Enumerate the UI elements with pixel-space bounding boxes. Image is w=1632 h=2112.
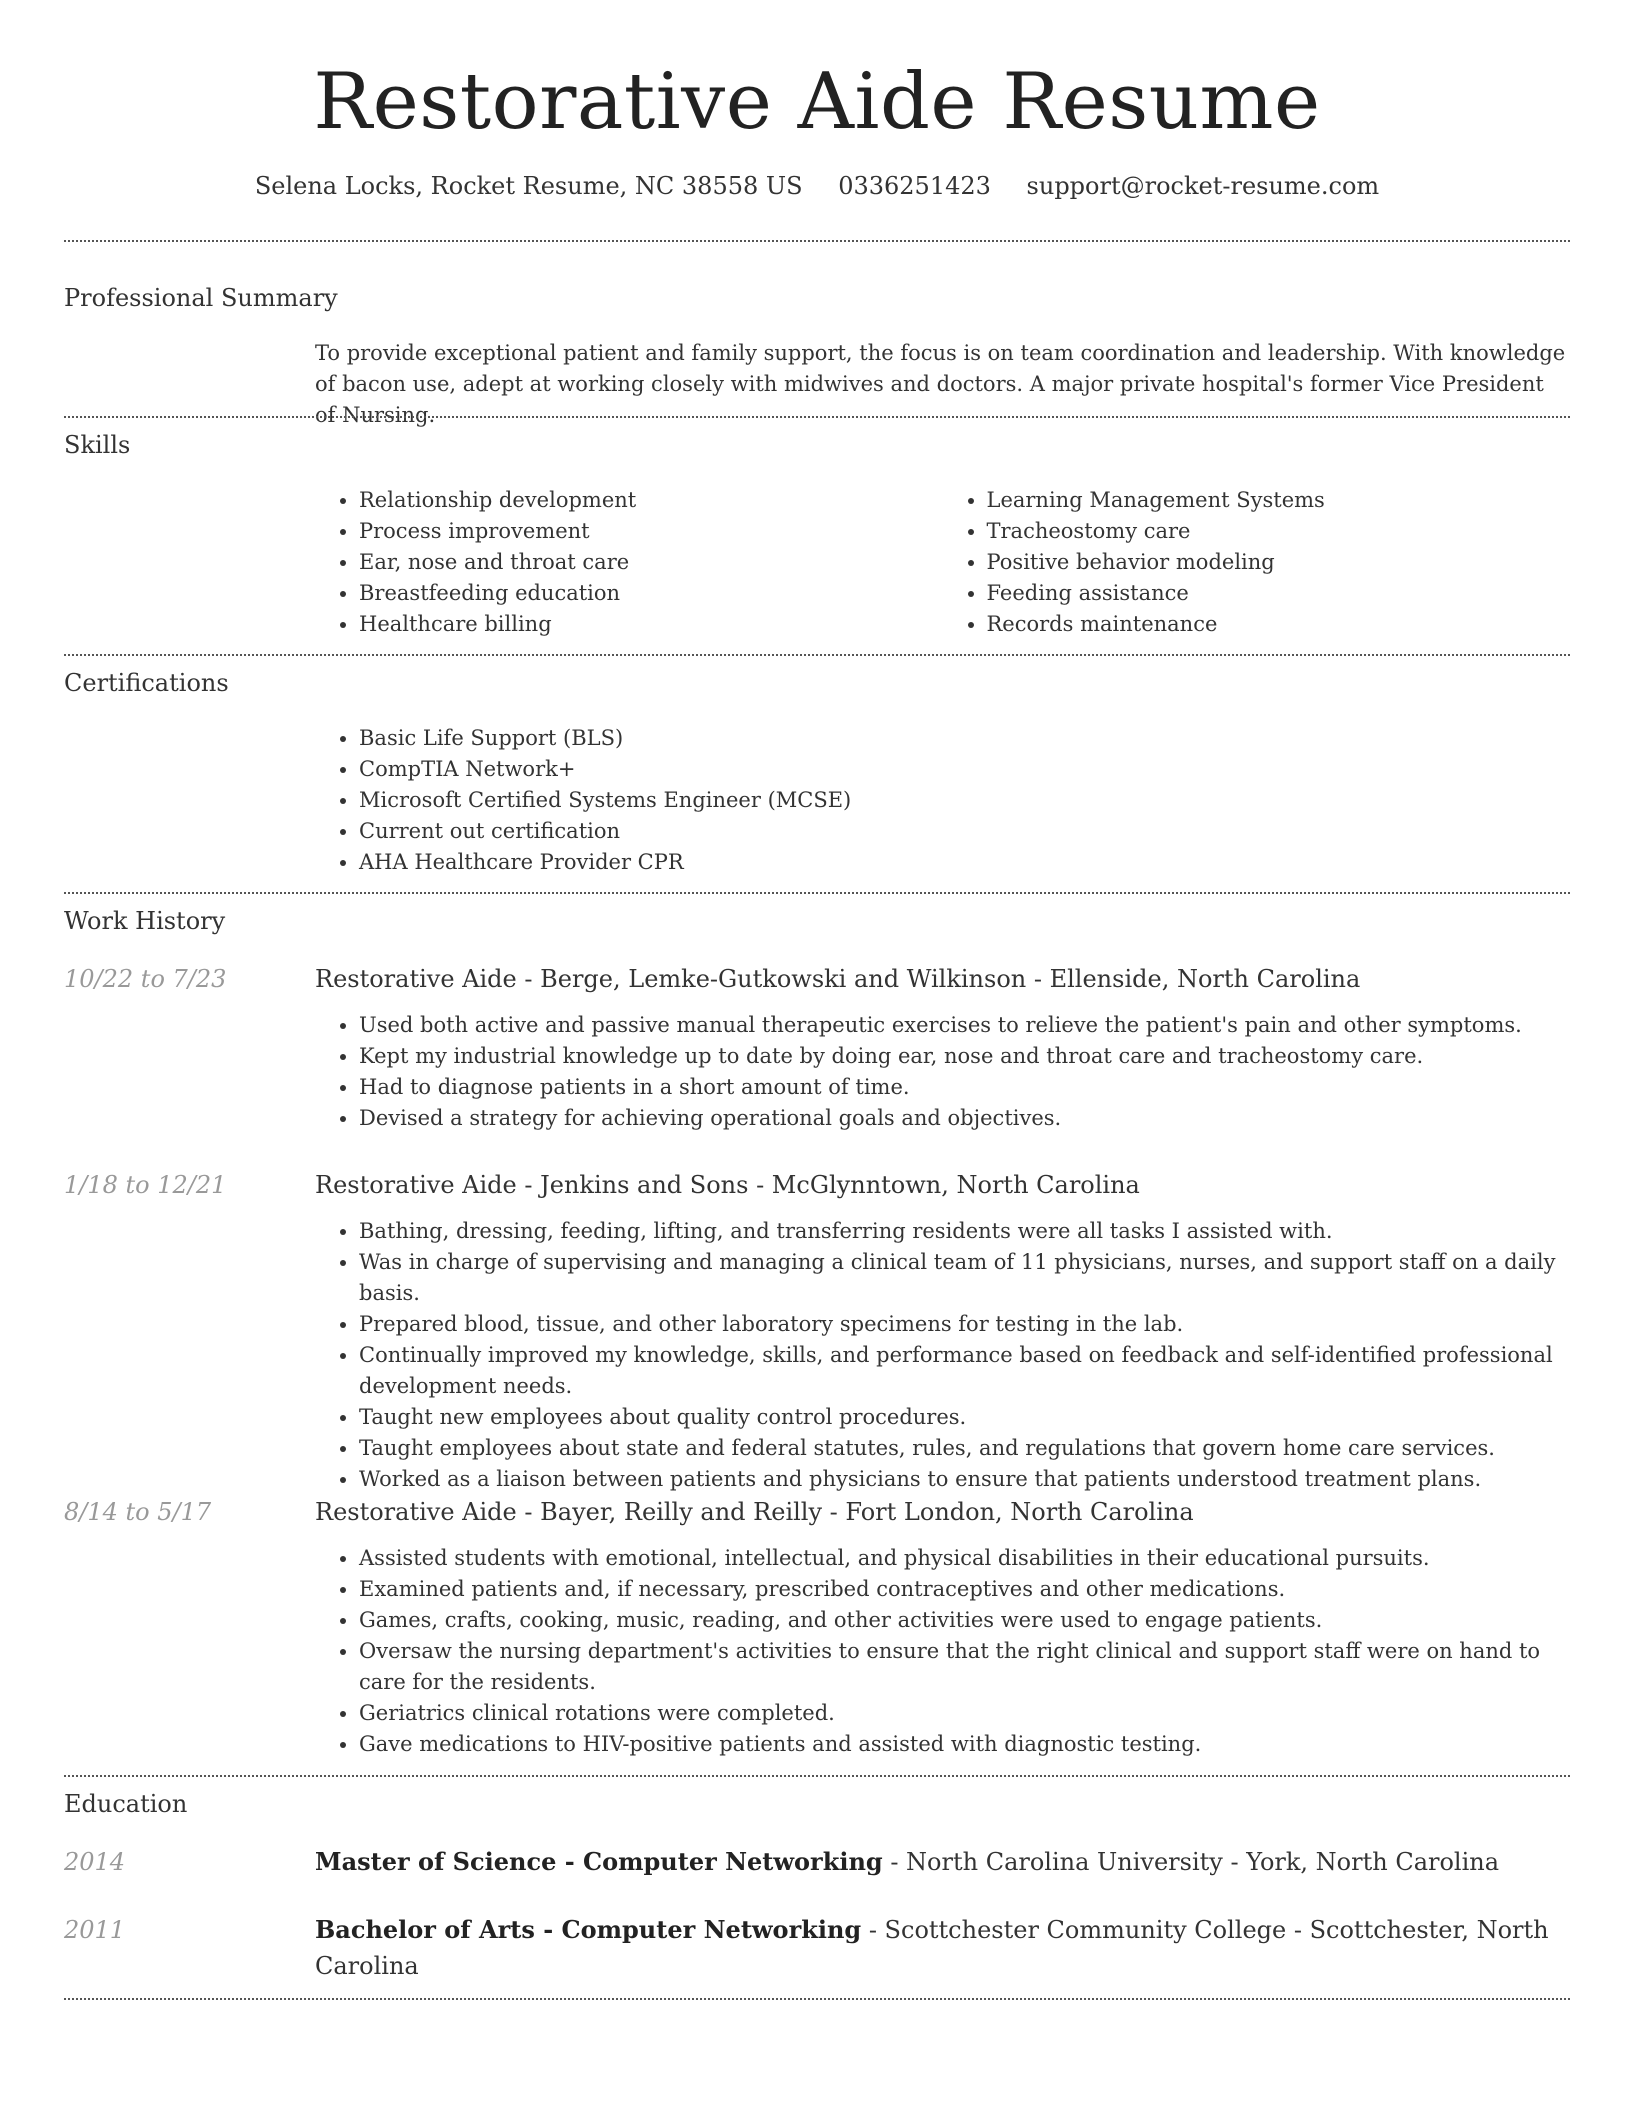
job-entry xyxy=(315,962,1570,1134)
education-year: 2011 xyxy=(64,1916,126,1944)
divider xyxy=(64,416,1570,418)
divider xyxy=(64,654,1570,656)
skills-heading: Skills xyxy=(64,431,131,459)
job-bullet: • Had to diagnose patients in a short amount of time. xyxy=(359,1072,1570,1103)
job-bullet: • Used both active and passive manual therapeutic exercises to relieve the patient's pain and other symptoms. xyxy=(359,1010,1570,1041)
job-bullets xyxy=(315,1543,1570,1760)
job-bullet: • Kept my industrial knowledge up to date by doing ear, nose and throat care and tracheostomy care. xyxy=(359,1041,1570,1072)
job-bullet: • Examined patients and, if necessary, prescribed contraceptives and other medications. xyxy=(359,1574,1570,1605)
skills-list xyxy=(315,485,1570,640)
certification-item: • CompTIA Network+ xyxy=(359,754,1570,785)
job-bullet: • Prepared blood, tissue, and other laboratory specimens for testing in the lab. xyxy=(359,1309,1570,1340)
job-bullet: • Games, crafts, cooking, music, reading, and other activities were used to engage patients. xyxy=(359,1605,1570,1636)
job-bullet: • Devised a strategy for achieving operational goals and objectives. xyxy=(359,1103,1570,1134)
job-dates: 1/18 to 12/21 xyxy=(64,1171,227,1199)
summary-heading: Professional Summary xyxy=(64,284,338,312)
work-history-heading: Work History xyxy=(64,907,226,935)
job-bullet: • Gave medications to HIV-positive patients and assisted with diagnostic testing. xyxy=(359,1729,1570,1760)
education-heading: Education xyxy=(64,1790,188,1818)
job-dates: 10/22 to 7/23 xyxy=(64,965,227,993)
job-title: Restorative Aide - Jenkins and Sons - McGlynntown, North Carolina xyxy=(315,1171,1140,1199)
certification-item: • Current out certification xyxy=(359,816,1570,847)
job-bullet: • Taught new employees about quality control procedures. xyxy=(359,1402,1570,1433)
certification-item: • Basic Life Support (BLS) xyxy=(359,723,1570,754)
job-bullet: • Taught employees about state and federal statutes, rules, and regulations that govern home care services. xyxy=(359,1433,1570,1464)
certifications-heading: Certifications xyxy=(64,669,229,697)
divider xyxy=(64,1775,1570,1777)
contact-address: Selena Locks, Rocket Resume, NC 38558 US xyxy=(254,172,803,200)
job-title: Restorative Aide - Bayer, Reilly and Reilly - Fort London, North Carolina xyxy=(315,1498,1194,1526)
job-entry xyxy=(315,1495,1570,1760)
contact-phone: 0336251423 xyxy=(838,172,991,200)
education-entry xyxy=(315,1844,1570,1880)
skill-item: • Ear, nose and throat care xyxy=(359,547,943,578)
divider xyxy=(64,240,1570,242)
education-degree: Bachelor of Arts - Computer Networking xyxy=(315,1915,862,1944)
skill-item: • Relationship development xyxy=(359,485,943,516)
divider xyxy=(64,1998,1570,2000)
skill-item: • Process improvement xyxy=(359,516,943,547)
job-bullet: • Was in charge of supervising and managing a clinical team of 11 physicians, nurses, and support staff on a daily basis. xyxy=(359,1247,1570,1309)
job-bullets xyxy=(315,1216,1570,1495)
resume-title: Restorative Aide Resume xyxy=(313,57,1321,147)
contact-email: support@rocket-resume.com xyxy=(1026,172,1380,200)
skills-right-column xyxy=(943,485,1571,640)
certification-item: • Microsoft Certified Systems Engineer (MCSE) xyxy=(359,785,1570,816)
education-year: 2014 xyxy=(64,1848,126,1876)
contact-line xyxy=(64,168,1570,204)
job-bullets xyxy=(315,1010,1570,1134)
job-title: Restorative Aide - Berge, Lemke-Gutkowski and Wilkinson - Ellenside, North Carolina xyxy=(315,965,1361,993)
education-entry xyxy=(315,1912,1570,1984)
skill-item: • Positive behavior modeling xyxy=(987,547,1571,578)
job-bullet: • Continually improved my knowledge, skills, and performance based on feedback and self-identified professional development needs. xyxy=(359,1340,1570,1402)
education-school: - North Carolina University - York, North Carolina xyxy=(882,1848,1500,1876)
certification-item: • AHA Healthcare Provider CPR xyxy=(359,847,1570,878)
divider xyxy=(64,892,1570,894)
skill-item: • Feeding assistance xyxy=(987,578,1571,609)
job-dates: 8/14 to 5/17 xyxy=(64,1498,212,1526)
skill-item: • Healthcare billing xyxy=(359,609,943,640)
job-entry xyxy=(315,1168,1570,1495)
skills-left-column xyxy=(315,485,943,640)
job-bullet: • Assisted students with emotional, intellectual, and physical disabilities in their educational pursuits. xyxy=(359,1543,1570,1574)
education-school: - Scottchester Community College - Scottchester, North Carolina xyxy=(315,1916,1549,1980)
summary-text: To provide exceptional patient and family support, the focus is on team coordination and leadership. With knowledge of bacon use, adept at working closely with midwives and doctors. A major private hospital's former Vice President of Nursing. xyxy=(315,341,1566,427)
job-bullet: • Bathing, dressing, feeding, lifting, and transferring residents were all tasks I assisted with. xyxy=(359,1216,1570,1247)
job-bullet: • Geriatrics clinical rotations were completed. xyxy=(359,1698,1570,1729)
skill-item: • Records maintenance xyxy=(987,609,1571,640)
skill-item: • Breastfeeding education xyxy=(359,578,943,609)
skill-item: • Learning Management Systems xyxy=(987,485,1571,516)
skill-item: • Tracheostomy care xyxy=(987,516,1571,547)
education-degree: Master of Science - Computer Networking xyxy=(315,1847,883,1876)
job-bullet: • Worked as a liaison between patients and physicians to ensure that patients understood treatment plans. xyxy=(359,1464,1570,1495)
job-bullet: • Oversaw the nursing department's activities to ensure that the right clinical and support staff were on hand to care for the residents. xyxy=(359,1636,1570,1698)
certifications-list xyxy=(315,723,1570,878)
